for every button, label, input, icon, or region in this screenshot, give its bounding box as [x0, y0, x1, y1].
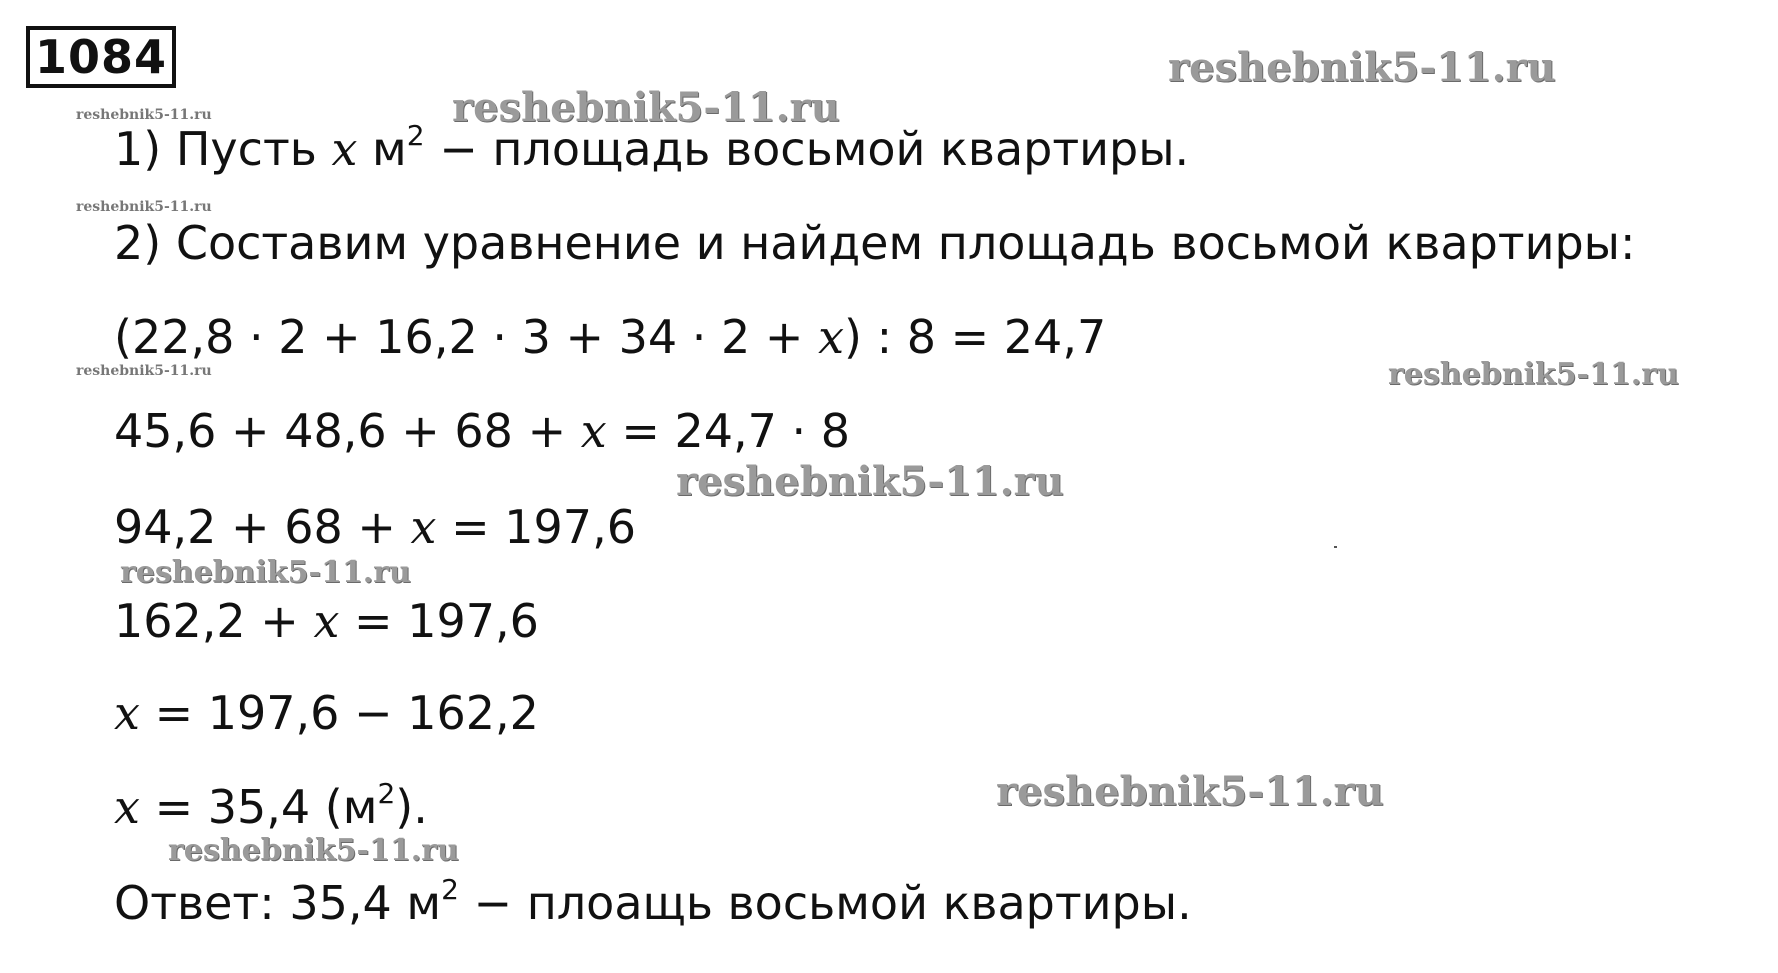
- problem-number: 1084: [26, 26, 176, 88]
- equation-5-right: = 197,6 − 162,2: [139, 686, 539, 740]
- watermark: reshebnik5-11.ru: [996, 768, 1384, 815]
- variable-x: x: [114, 686, 140, 740]
- equation-1-left: (22,8 · 2 + 16,2 · 3 + 34 · 2 +: [114, 310, 819, 364]
- equation-6: [114, 777, 428, 834]
- equation-2-right: = 24,7 · 8: [606, 404, 851, 458]
- equation-3-right: = 197,6: [436, 500, 636, 554]
- equation-2: [114, 404, 851, 458]
- variable-x: x: [331, 122, 358, 176]
- answer: [114, 873, 1192, 930]
- equation-2-left: 45,6 + 48,6 + 68 +: [114, 404, 581, 458]
- variable-x: x: [580, 404, 607, 458]
- equation-3-left: 94,2 + 68 +: [114, 500, 411, 554]
- step-2: 2) Составим уравнение и найдем площадь восьмой квартиры:: [114, 216, 1636, 270]
- equation-3: [114, 500, 636, 554]
- answer-suffix: − плоащь восьмой квартиры.: [458, 876, 1192, 930]
- step-1-prefix: 1) Пусть: [114, 122, 332, 176]
- speck: [1334, 546, 1337, 548]
- variable-x: x: [410, 500, 437, 554]
- watermark: reshebnik5-11.ru: [120, 555, 411, 590]
- watermark-small: reshebnik5-11.ru: [76, 363, 212, 379]
- equation-6-close: ).: [395, 780, 428, 834]
- exponent: 2: [441, 873, 459, 906]
- exponent: 2: [406, 119, 425, 152]
- watermark-small: reshebnik5-11.ru: [76, 199, 212, 215]
- step-1: [114, 119, 1190, 176]
- equation-4: [114, 594, 539, 648]
- equation-5: [114, 686, 539, 740]
- watermark: reshebnik5-11.ru: [1168, 44, 1556, 91]
- equation-4-left: 162,2 +: [114, 594, 314, 648]
- watermark: reshebnik5-11.ru: [1388, 357, 1679, 392]
- variable-x: x: [313, 594, 340, 648]
- watermark: reshebnik5-11.ru: [676, 458, 1064, 505]
- step-1-suffix: − площадь восьмой квартиры.: [424, 122, 1190, 176]
- equation-1-right: ) : 8 = 24,7: [844, 310, 1107, 364]
- unit: м: [357, 122, 407, 176]
- equation-4-right: = 197,6: [339, 594, 539, 648]
- answer-prefix: Ответ: 35,4 м: [114, 876, 442, 930]
- variable-x: x: [818, 310, 845, 364]
- variable-x: x: [114, 780, 140, 834]
- equation-1: [114, 310, 1107, 364]
- watermark-small: reshebnik5-11.ru: [76, 107, 212, 123]
- exponent: 2: [377, 777, 396, 810]
- watermark: reshebnik5-11.ru: [168, 833, 459, 868]
- equation-6-right: = 35,4 (м: [139, 780, 378, 834]
- watermark: reshebnik5-11.ru: [452, 84, 840, 131]
